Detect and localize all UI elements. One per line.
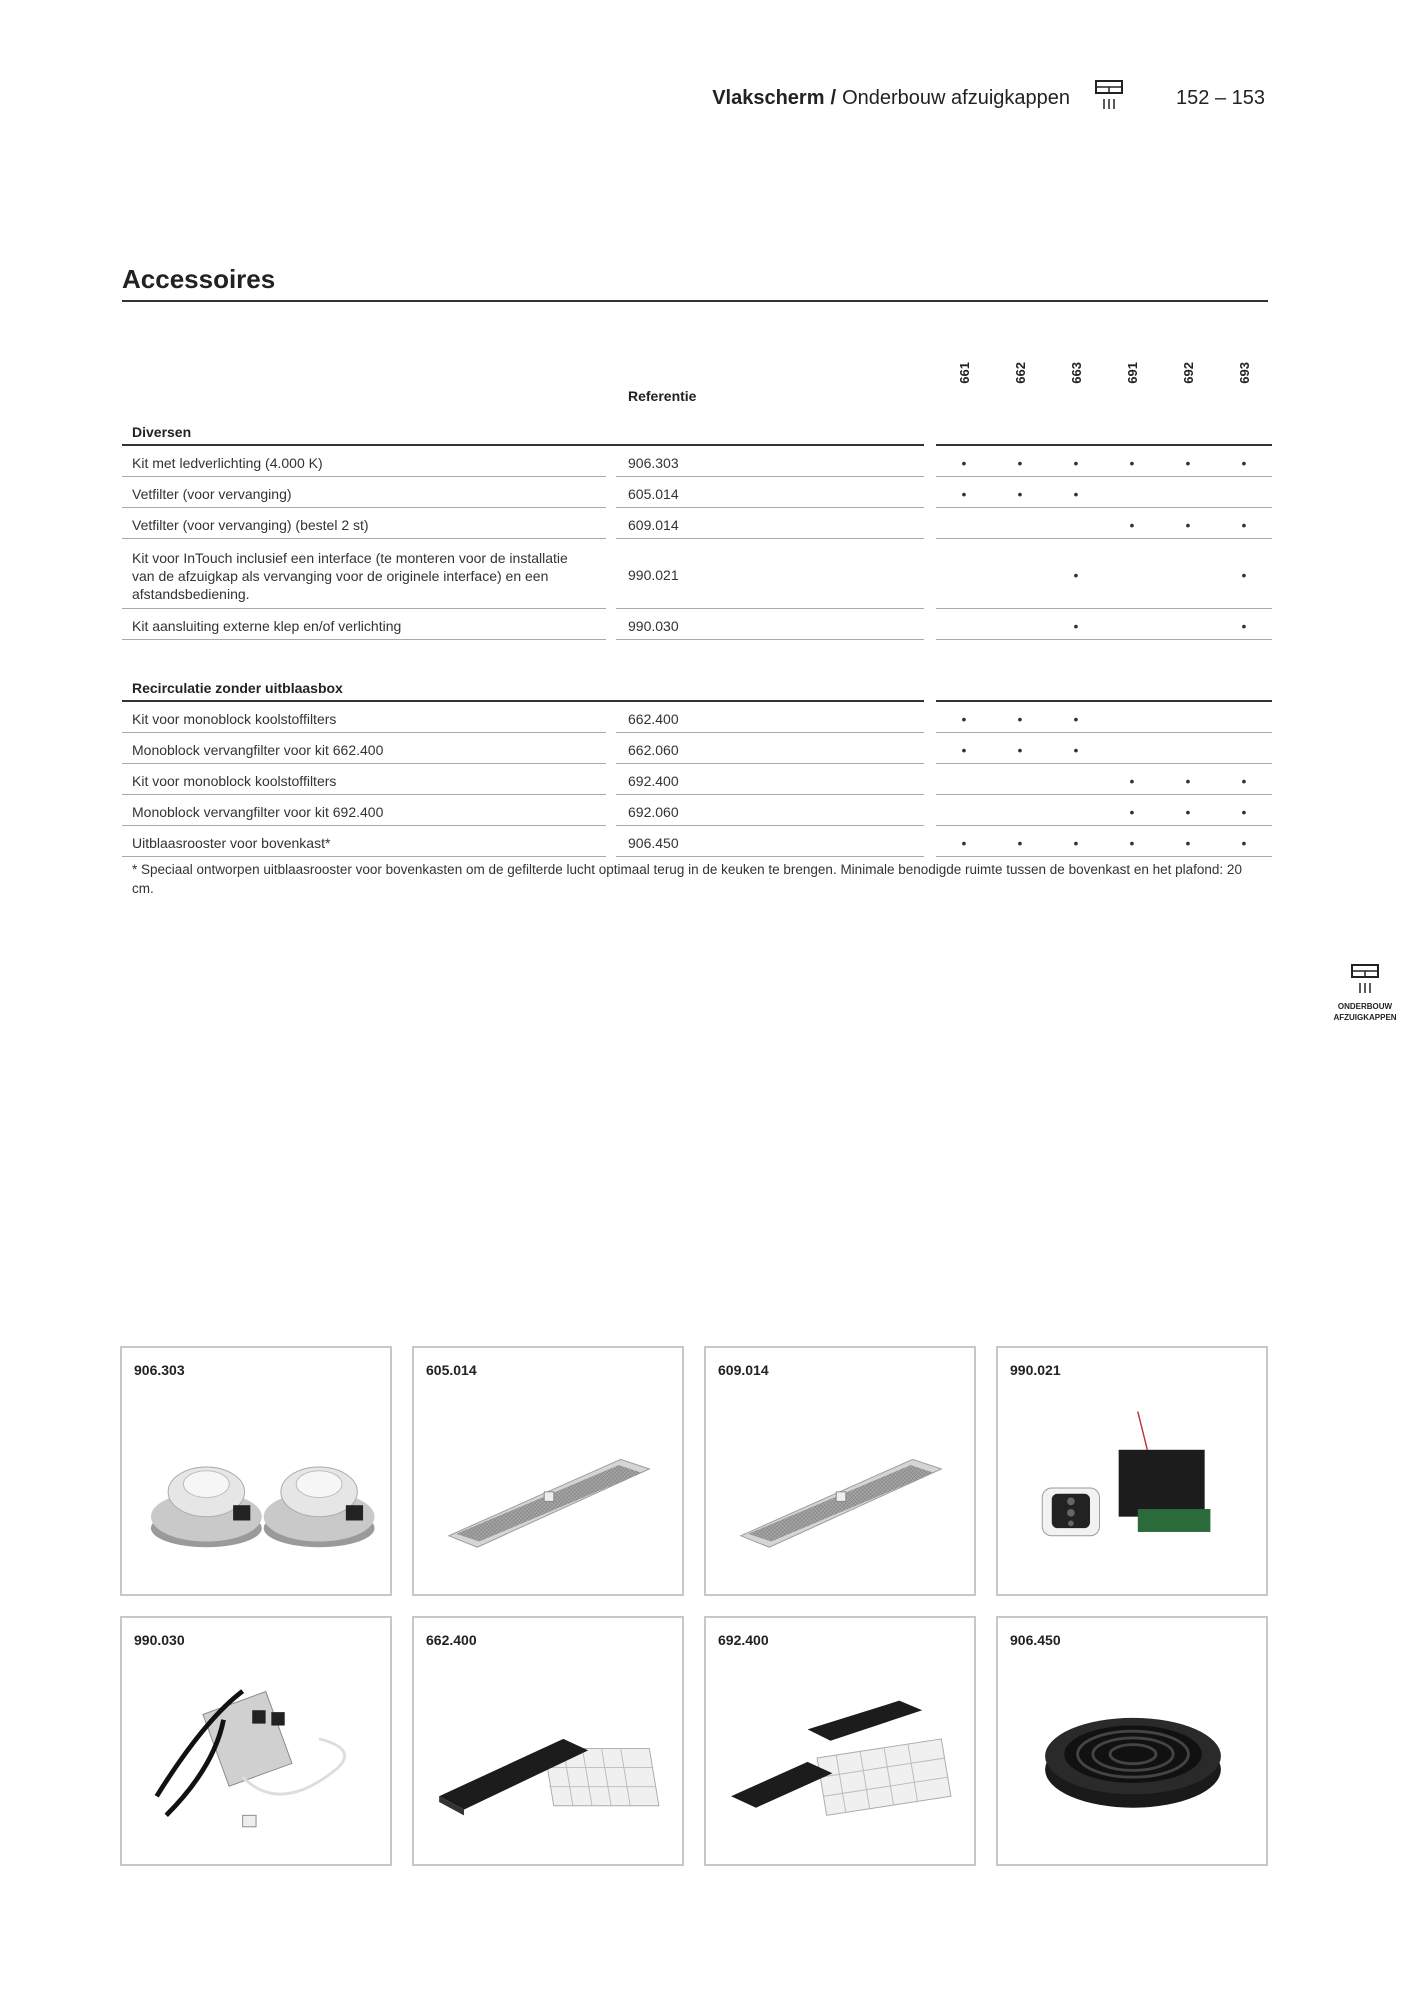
accessories-table <box>122 360 1272 857</box>
header-separator: / <box>830 86 837 109</box>
row-reference: 692.400 <box>628 772 679 789</box>
table-group-title <box>122 416 1272 444</box>
product-code: 692.400 <box>718 1632 769 1648</box>
compatibility-mark: • <box>1185 803 1191 820</box>
compatibility-mark: • <box>1017 454 1023 471</box>
row-description: Kit voor monoblock koolstoffilters <box>132 773 337 789</box>
reference-column-header: Referentie <box>628 388 697 404</box>
row-reference: 990.021 <box>628 567 679 583</box>
compatibility-mark: • <box>1129 454 1135 471</box>
compatibility-mark: • <box>1073 485 1079 502</box>
row-description: Kit voor InTouch inclusief een interface (te monteren voor de installatie van de afzuigkap als vervanging voor de originele interface) en een afstandsbediening. <box>132 550 568 602</box>
product-code: 662.400 <box>426 1632 477 1648</box>
compatibility-mark: • <box>1017 710 1023 727</box>
header-section: Vlakscherm <box>712 86 825 109</box>
compatibility-mark: • <box>1129 772 1135 789</box>
model-column-header: 662 <box>1013 362 1028 384</box>
model-column-header: 661 <box>957 362 972 384</box>
side-tab-line1: ONDERBOUW <box>1337 1002 1393 1011</box>
table-row <box>122 702 1272 733</box>
compatibility-mark: • <box>1129 516 1135 533</box>
page-header <box>712 78 1265 118</box>
monoblock-carbon-filter-image <box>420 1658 678 1858</box>
compatibility-mark: • <box>1129 803 1135 820</box>
compatibility-mark: • <box>1185 834 1191 851</box>
product-code: 906.303 <box>134 1362 185 1378</box>
grease-filter-image <box>712 1388 970 1588</box>
row-reference: 692.060 <box>628 803 679 820</box>
compatibility-mark: • <box>961 834 967 851</box>
table-row <box>122 446 1272 477</box>
compatibility-mark: • <box>1073 454 1079 471</box>
table-row <box>122 764 1272 795</box>
table-row <box>122 795 1272 826</box>
model-column-header: 691 <box>1125 362 1140 384</box>
page-numbers: 152 – 153 <box>1176 86 1265 109</box>
compatibility-mark: • <box>961 741 967 758</box>
compatibility-mark: • <box>961 454 967 471</box>
compatibility-mark: • <box>1017 741 1023 758</box>
intouch-interface-kit-image <box>1004 1388 1262 1588</box>
table-row <box>122 477 1272 508</box>
model-column-header: 663 <box>1069 362 1084 384</box>
footnote: * Speciaal ontworpen uitblaasrooster voor bovenkasten om de gefilterde lucht optimaal terug in de keuken te brengen. Minimale benodigde ruimte tussen de bovenkast en het plafond: 20 cm. <box>132 862 1242 896</box>
hood-icon <box>1094 78 1124 118</box>
compatibility-mark: • <box>1017 834 1023 851</box>
row-divider <box>616 856 924 857</box>
compatibility-mark: • <box>1241 454 1247 471</box>
row-reference: 906.303 <box>628 454 679 471</box>
model-column-header: 692 <box>1181 362 1196 384</box>
row-description: Vetfilter (voor vervanging) <box>132 486 292 502</box>
row-description: Monoblock vervangfilter voor kit 662.400 <box>132 742 384 758</box>
compatibility-mark: • <box>961 710 967 727</box>
compatibility-mark: • <box>961 485 967 502</box>
model-column-header: 693 <box>1237 362 1252 384</box>
row-reference: 990.030 <box>628 617 679 634</box>
product-card <box>412 1346 684 1596</box>
round-outlet-grille-image <box>1004 1658 1262 1858</box>
side-tab-line2: AFZUIGKAPPEN <box>1333 1013 1397 1022</box>
table-group-title <box>122 672 1272 700</box>
table-row <box>122 826 1272 857</box>
compatibility-mark: • <box>1241 803 1247 820</box>
row-description: Kit aansluiting externe klep en/of verlichting <box>132 618 402 634</box>
product-card <box>996 1346 1268 1596</box>
compatibility-mark: • <box>1185 454 1191 471</box>
compatibility-mark: • <box>1073 741 1079 758</box>
external-valve-kit-image <box>128 1658 386 1858</box>
compatibility-mark: • <box>1073 710 1079 727</box>
compatibility-mark: • <box>1129 834 1135 851</box>
table-header <box>122 360 1272 416</box>
row-reference: 605.014 <box>628 485 679 502</box>
row-divider <box>122 856 606 857</box>
side-tab <box>1330 962 1400 1023</box>
product-card <box>704 1346 976 1596</box>
led-light-kit-image <box>128 1388 386 1588</box>
compatibility-mark: • <box>1073 567 1079 583</box>
compatibility-mark: • <box>1241 834 1247 851</box>
product-card <box>120 1346 392 1596</box>
header-subsection: Onderbouw afzuigkappen <box>842 86 1071 109</box>
row-divider <box>122 639 606 640</box>
hood-icon <box>1350 962 1380 996</box>
compatibility-mark: • <box>1073 617 1079 634</box>
product-card <box>704 1616 976 1866</box>
product-code: 990.021 <box>1010 1362 1061 1378</box>
section-title: Accessoires <box>122 264 276 294</box>
row-description: Kit met ledverlichting (4.000 K) <box>132 455 323 471</box>
row-reference: 609.014 <box>628 516 679 533</box>
row-divider <box>936 639 1272 640</box>
compatibility-mark: • <box>1017 485 1023 502</box>
table-row <box>122 539 1272 609</box>
compatibility-mark: • <box>1241 772 1247 789</box>
row-description: Uitblaasrooster voor bovenkast* <box>132 835 331 851</box>
table-row <box>122 733 1272 764</box>
compatibility-mark: • <box>1241 617 1247 634</box>
row-description: Monoblock vervangfilter voor kit 692.400 <box>132 804 384 820</box>
product-card <box>120 1616 392 1866</box>
product-card <box>996 1616 1268 1866</box>
compatibility-mark: • <box>1073 834 1079 851</box>
product-code: 906.450 <box>1010 1632 1061 1648</box>
product-code: 605.014 <box>426 1362 477 1378</box>
row-description: Vetfilter (voor vervanging) (bestel 2 st) <box>132 517 369 533</box>
table-row <box>122 609 1272 640</box>
row-reference: 662.060 <box>628 741 679 758</box>
row-reference: 662.400 <box>628 710 679 727</box>
compatibility-mark: • <box>1241 567 1247 583</box>
row-divider <box>936 856 1272 857</box>
group-title-text: Diversen <box>132 424 192 440</box>
grease-filter-image <box>420 1388 678 1588</box>
compatibility-mark: • <box>1185 772 1191 789</box>
product-code: 609.014 <box>718 1362 769 1378</box>
compatibility-mark: • <box>1241 516 1247 533</box>
product-code: 990.030 <box>134 1632 185 1648</box>
compatibility-mark: • <box>1185 516 1191 533</box>
monoblock-carbon-filter-double-image <box>712 1658 970 1858</box>
title-rule <box>122 300 1268 302</box>
group-title-text: Recirculatie zonder uitblaasbox <box>132 680 343 696</box>
product-card <box>412 1616 684 1866</box>
row-reference: 906.450 <box>628 834 679 851</box>
table-row <box>122 508 1272 539</box>
row-divider <box>616 639 924 640</box>
row-description: Kit voor monoblock koolstoffilters <box>132 711 337 727</box>
